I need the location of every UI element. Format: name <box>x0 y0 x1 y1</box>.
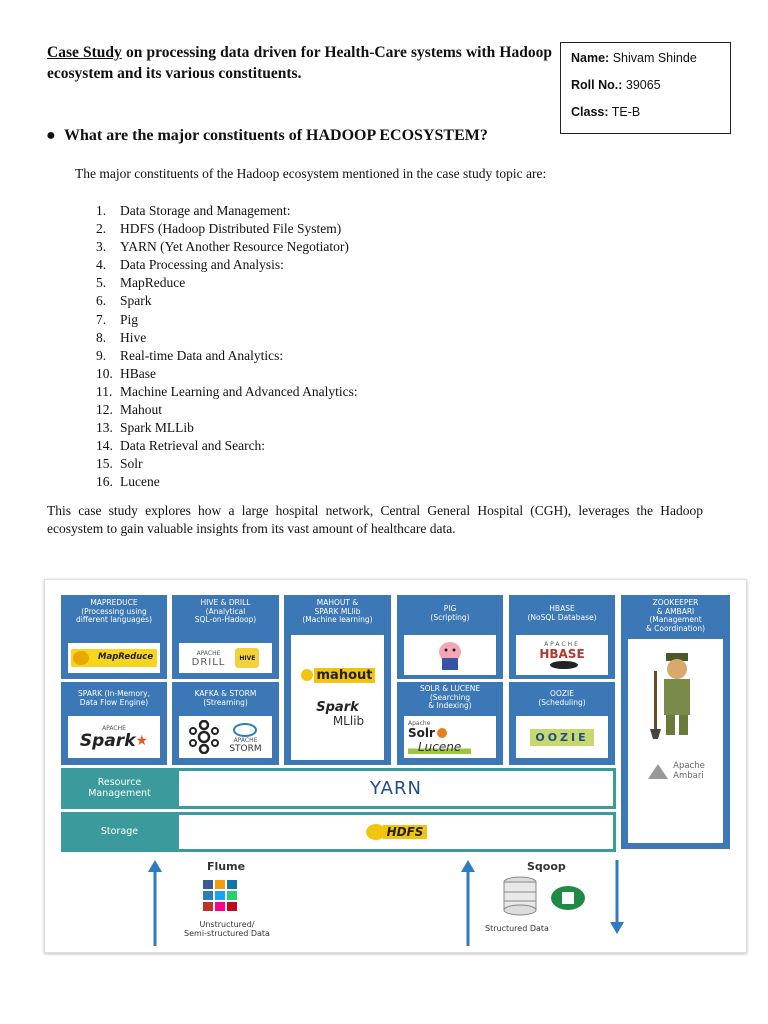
hbase-logo-text: HBASE <box>539 646 585 661</box>
mapreduce-caption: MAPREDUCE (Processing using different languages) <box>76 598 152 624</box>
kafka-icon <box>189 720 219 754</box>
spark-apache-text: APACHE <box>102 724 126 732</box>
storage-band <box>61 812 616 852</box>
drill-apache-text: APACHE <box>196 650 221 657</box>
class-value: TE-B <box>608 105 641 119</box>
storm-apache-text: APACHE <box>233 737 258 744</box>
social-icons <box>203 880 237 911</box>
list-item: 4. Data Processing and Analysis: <box>96 257 284 273</box>
spark-block <box>61 682 167 765</box>
list-item: 8. Hive <box>96 329 147 345</box>
pinterest-icon <box>227 902 237 911</box>
list-item: 16. Lucene <box>96 474 160 490</box>
spark-logo <box>68 716 160 758</box>
ambari-apache-text: Apache <box>673 761 705 771</box>
mapreduce-block <box>61 595 167 679</box>
yarn-panel <box>179 771 613 806</box>
list-item: 3. YARN (Yet Another Resource Negotiator) <box>96 239 349 255</box>
youtube-icon <box>203 902 213 911</box>
zookeeper-caption: ZOOKEEPER & AMBARI (Management & Coordination) <box>645 598 706 633</box>
class-label: Class: <box>571 105 609 119</box>
hdfs-text: HDFS <box>383 825 428 839</box>
hbase-block <box>509 595 615 679</box>
zookeeper-icon <box>648 651 704 741</box>
hive-drill-logo <box>179 643 272 673</box>
list-item: 6. Spark <box>96 293 152 309</box>
oozie-block <box>509 682 615 765</box>
mail-icon <box>203 891 213 900</box>
yarn-text: YARN <box>370 778 422 799</box>
ambari-icon <box>646 761 670 781</box>
pig-icon <box>432 638 468 672</box>
mapreduce-logo <box>68 643 160 673</box>
class-line <box>571 105 730 132</box>
list-item: 15. Solr <box>96 456 143 472</box>
mahout-mllib-logo <box>291 635 384 760</box>
list-item: 10. HBase <box>96 365 156 381</box>
roll-value: 39065 <box>622 78 661 92</box>
flickr-icon <box>215 902 225 911</box>
list-item: 13. Spark MLLib <box>96 420 194 436</box>
kafka-caption: KAFKA & STORM (Streaming) <box>194 689 257 707</box>
list-item: 2. HDFS (Hadoop Distributed File System) <box>96 221 342 237</box>
question-heading <box>46 127 488 145</box>
sqoop-label: Sqoop <box>527 860 566 873</box>
storm-logo-text: STORM <box>229 744 262 754</box>
hbase-caption: HBASE (NoSQL Database) <box>527 604 597 622</box>
mahout-mllib-block <box>284 595 391 765</box>
pig-logo <box>404 635 496 675</box>
lucene-logo-text: Lucene <box>408 740 471 754</box>
storm-cloud-icon <box>232 721 258 737</box>
list-item: 5. MapReduce <box>96 275 186 291</box>
case-study-paragraph: This case study explores how a large hospital network, Central General Hospital (CGH), leverages the Hadoop ecosystem to gain valuable insights from its vast amount of healthcare data. <box>47 503 703 536</box>
hive-caption: HIVE & DRILL (Analytical SQL-on-Hadoop) <box>194 598 257 624</box>
student-info-box <box>560 42 731 134</box>
mllib-text: MLlib <box>332 713 365 728</box>
excel-icon <box>550 885 586 911</box>
roll-label: Roll No.: <box>571 78 623 92</box>
hbase-apache-text: APACHE <box>544 640 580 648</box>
hbase-logo <box>516 635 608 675</box>
page-title <box>47 42 552 84</box>
zookeeper-ambari-logo <box>628 639 723 843</box>
roll-line <box>571 78 730 105</box>
bullet-icon: ● <box>46 127 56 144</box>
pig-caption: PIG (Scripting) <box>430 604 470 622</box>
solr-caption: SOLR & LUCENE (Searching & Indexing) <box>419 684 481 710</box>
resource-management-band <box>61 768 616 809</box>
hdfs-panel <box>179 815 613 849</box>
solr-lucene-logo <box>404 716 496 758</box>
name-line <box>571 51 730 78</box>
resource-management-label: Resource Management <box>88 777 151 799</box>
list-item: 12. Mahout <box>96 402 162 418</box>
solr-apache-text: Apache <box>408 719 431 727</box>
solr-logo-text: Solr <box>408 725 435 740</box>
hive-logo-text: HIVE <box>239 654 256 662</box>
zookeeper-ambari-block <box>621 595 730 849</box>
mahout-elephant-icon <box>300 668 314 682</box>
constituents-list <box>96 202 358 492</box>
oozie-caption: OOZIE (Scheduling) <box>538 689 586 707</box>
orca-icon <box>542 660 582 670</box>
hadoop-ecosystem-diagram <box>44 579 747 953</box>
mahout-caption: MAHOUT & SPARK MLlib (Machine learning) <box>302 598 373 624</box>
ambari-logo-text: Ambari <box>673 771 704 781</box>
question-text: What are the major constituents of HADOOP ECOSYSTEM? <box>64 127 488 144</box>
storage-label: Storage <box>100 826 139 837</box>
sqoop-caption: Structured Data <box>485 924 549 933</box>
phone-icon <box>227 891 237 900</box>
drill-logo-text: DRILL <box>191 657 226 668</box>
list-item: 7. Pig <box>96 311 139 327</box>
list-item: 9. Real-time Data and Analytics: <box>96 347 284 363</box>
oozie-logo <box>516 716 608 758</box>
sqoop-down-arrow-icon <box>607 858 627 938</box>
flume-caption: Unstructured/ Semi-structured Data <box>184 920 270 938</box>
mahout-logo-text: mahout <box>314 668 376 683</box>
intro-text: The major constituents of the Hadoop ecosystem mentioned in the case study topic are: <box>75 166 547 181</box>
hive-drill-block <box>172 595 279 679</box>
kafka-storm-block <box>172 682 279 765</box>
title-rest: on processing data driven for Health-Care systems with Hadoop ecosystem and its various constituents. <box>47 44 552 82</box>
rss-icon <box>215 880 225 889</box>
linkedin-icon <box>227 880 237 889</box>
mapreduce-logo-text: MapReduce <box>98 652 154 662</box>
spark-caption: SPARK (In-Memory, Data Flow Engine) <box>78 689 150 707</box>
list-item: 1. Data Storage and Management: <box>96 203 291 218</box>
twitter-icon <box>215 891 225 900</box>
oozie-logo-text: OOZIE <box>530 729 593 746</box>
hive-bee-icon <box>235 648 259 668</box>
database-icon <box>500 876 540 916</box>
flume-label: Flume <box>207 860 246 873</box>
name-value: Shivam Shinde <box>609 51 697 65</box>
list-item: 14. Data Retrieval and Search: <box>96 438 266 454</box>
spark-logo-text: Spark <box>79 730 136 751</box>
list-item: 11. Machine Learning and Advanced Analytics: <box>96 383 358 399</box>
title-underlined: Case Study <box>47 44 122 61</box>
name-label: Name: <box>571 51 610 65</box>
solr-sun-icon <box>435 727 449 739</box>
kafka-storm-logo <box>179 716 272 758</box>
facebook-icon <box>203 880 213 889</box>
sqoop-up-arrow-icon <box>458 858 478 948</box>
solr-lucene-block <box>397 682 503 765</box>
spark-star-icon: ★ <box>135 732 149 749</box>
pig-block <box>397 595 503 679</box>
spark-mllib-spark-text: Spark <box>316 699 359 715</box>
